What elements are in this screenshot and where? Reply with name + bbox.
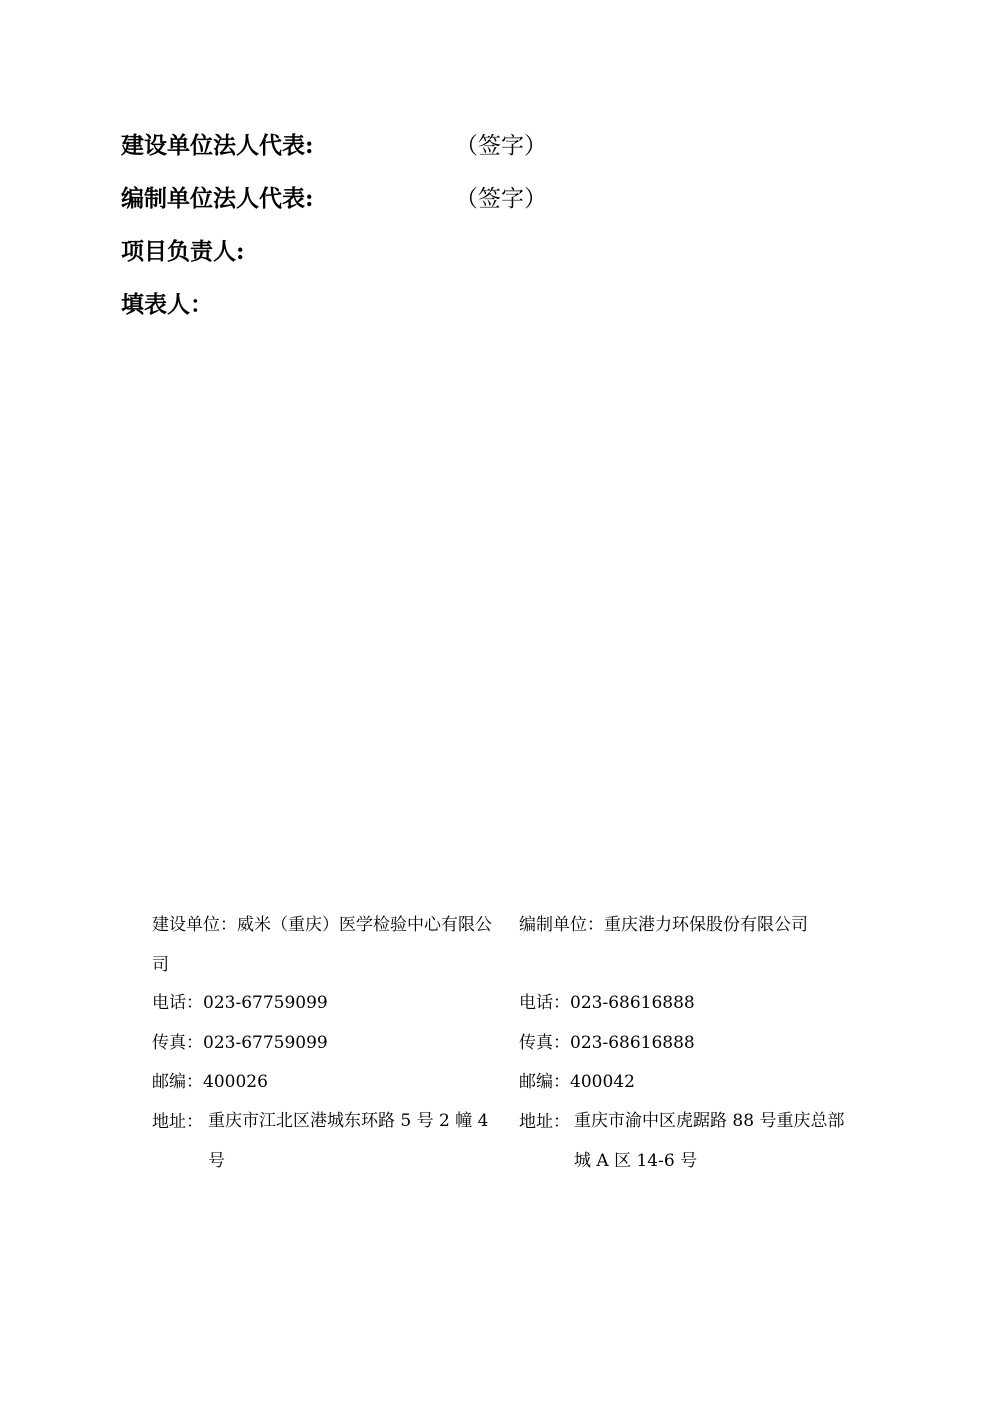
project-lead-label: 项目负责人:: [121, 238, 245, 265]
form-filler-label: 填表人：: [121, 291, 213, 318]
compiler-address-value: 重庆市渝中区虎踞路 88 号重庆总部城 A 区 14-6 号: [574, 1111, 845, 1171]
compiler-legal-rep-signature-note: （签字）: [455, 186, 547, 212]
compiler-postcode: 邮编：400042: [519, 1072, 635, 1092]
builder-legal-rep-signature-note: （签字）: [455, 133, 547, 159]
builder-fax: 传真：023-67759099: [152, 1033, 328, 1053]
builder-address-value: 重庆市江北区港城东环路 5 号 2 幢 4 号: [208, 1111, 489, 1171]
builder-legal-rep-label: 建设单位法人代表:: [121, 132, 314, 159]
builder-postcode: 邮编：400026: [152, 1072, 268, 1092]
compiler-legal-rep-label: 编制单位法人代表:: [121, 185, 314, 212]
compiler-fax: 传真：023-68616888: [519, 1033, 695, 1053]
compiler-phone: 电话：023-68616888: [519, 993, 695, 1013]
builder-unit: 建设单位：威米（重庆）医学检验中心有限公司: [152, 915, 492, 975]
compiler-unit: 编制单位：重庆港力环保股份有限公司: [519, 915, 808, 935]
builder-phone: 电话：023-67759099: [152, 993, 328, 1013]
compiler-address-label: 地址：: [519, 1112, 570, 1132]
builder-address-label: 地址：: [152, 1112, 203, 1132]
